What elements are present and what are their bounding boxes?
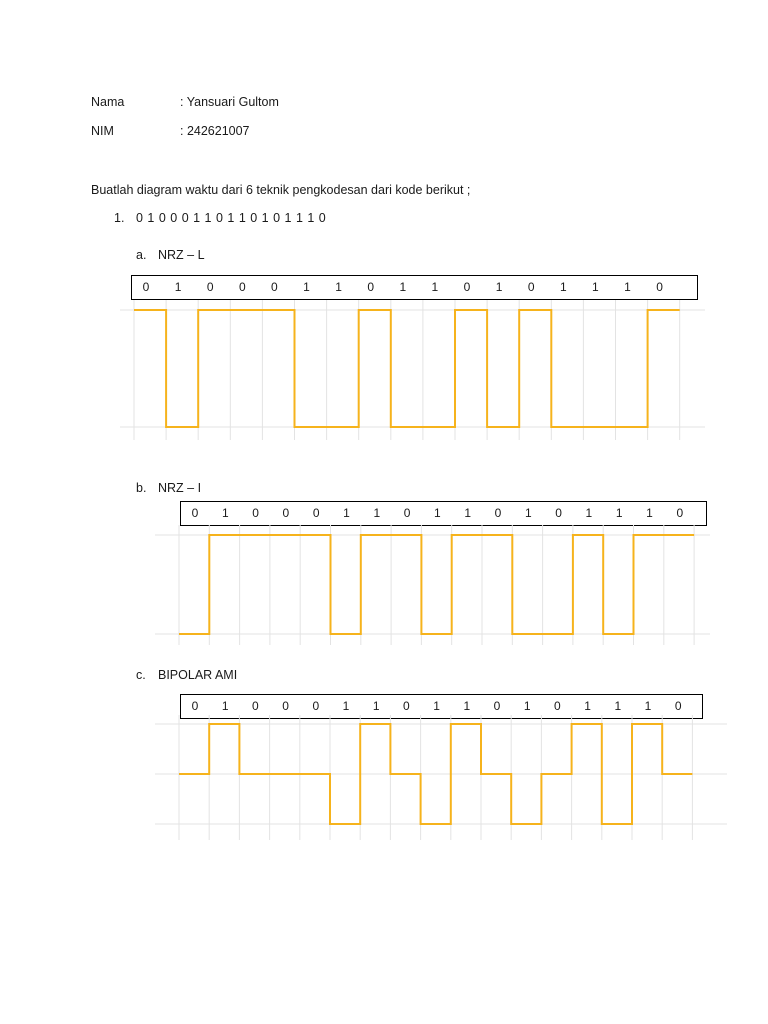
nim-value: : 242621007 [180, 124, 250, 138]
bit-label: 1 [221, 699, 229, 713]
bit-label: 0 [191, 699, 199, 713]
section-c-title: BIPOLAR AMI [158, 668, 238, 682]
bit-label: 1 [431, 280, 439, 294]
bit-label: 0 [463, 280, 471, 294]
bit-label: 1 [464, 506, 472, 520]
bit-label: 1 [614, 699, 622, 713]
bit-label: 0 [367, 280, 375, 294]
bit-label: 1 [523, 699, 531, 713]
bit-label: 0 [656, 280, 663, 294]
section-c-marker: c. [136, 668, 146, 682]
bit-label: 1 [335, 280, 342, 294]
bit-label: 1 [463, 699, 471, 713]
bit-label: 0 [494, 506, 502, 520]
grid [155, 525, 710, 645]
bit-sequence-box [131, 275, 698, 300]
bipolar-ami-timing-diagram [155, 715, 727, 840]
bit-label: 1 [584, 699, 591, 713]
bit-label: 1 [433, 699, 440, 713]
section-b-marker: b. [136, 481, 147, 495]
bit-label: 0 [527, 280, 535, 294]
bit-label: 0 [252, 506, 259, 520]
bit-label: 1 [434, 506, 441, 520]
bit-label: 1 [372, 699, 380, 713]
bit-sequence-box [180, 501, 707, 526]
bit-label: 0 [191, 506, 199, 520]
bit-label: 0 [403, 506, 411, 520]
bit-label: 0 [674, 699, 682, 713]
bit-label: 1 [303, 280, 310, 294]
nrz-l-timing-diagram [120, 300, 705, 440]
signal-line [134, 310, 680, 427]
bit-label: 0 [271, 280, 278, 294]
section-a-title: NRZ – L [158, 248, 205, 262]
bit-label: 0 [142, 280, 150, 294]
nim-label: NIM [91, 124, 114, 138]
bit-label: 1 [615, 506, 623, 520]
bit-label: 1 [559, 280, 567, 294]
bit-label: 1 [592, 280, 599, 294]
bit-label: 0 [493, 699, 501, 713]
signal-line [179, 535, 694, 634]
section-b-title: NRZ – I [158, 481, 202, 495]
bit-label: 1 [644, 699, 652, 713]
nrz-i-timing-diagram [155, 525, 710, 645]
bit-label: 1 [624, 280, 631, 294]
bit-label: 1 [174, 280, 182, 294]
bit-label: 0 [312, 506, 320, 520]
bit-label: 1 [342, 699, 350, 713]
bit-label: 0 [312, 699, 320, 713]
bit-label: 0 [555, 506, 562, 520]
name-value: : Yansuari Gultom [180, 95, 279, 109]
bit-label: 0 [282, 506, 290, 520]
bit-label: 0 [403, 699, 410, 713]
item-code: 0 1 0 0 0 1 1 0 1 1 0 1 0 1 1 1 0 [136, 211, 327, 225]
bit-label: 1 [495, 280, 503, 294]
instruction-text: Buatlah diagram waktu dari 6 teknik pengkodesan dari kode berikut ; [91, 183, 471, 197]
section-a-marker: a. [136, 248, 147, 262]
bit-label: 1 [343, 506, 350, 520]
name-label: Nama [91, 95, 125, 109]
bit-label: 0 [252, 699, 259, 713]
bit-label: 1 [646, 506, 653, 520]
bit-label: 0 [676, 506, 684, 520]
grid [120, 300, 705, 440]
bit-label: 0 [282, 699, 289, 713]
bit-label: 1 [399, 280, 407, 294]
bit-label: 0 [554, 699, 561, 713]
bit-label: 0 [238, 280, 246, 294]
bit-label: 1 [221, 506, 229, 520]
bit-label: 1 [373, 506, 381, 520]
item-number: 1. [114, 211, 125, 225]
bit-label: 1 [524, 506, 532, 520]
bit-label: 1 [585, 506, 593, 520]
bit-label: 0 [206, 280, 214, 294]
